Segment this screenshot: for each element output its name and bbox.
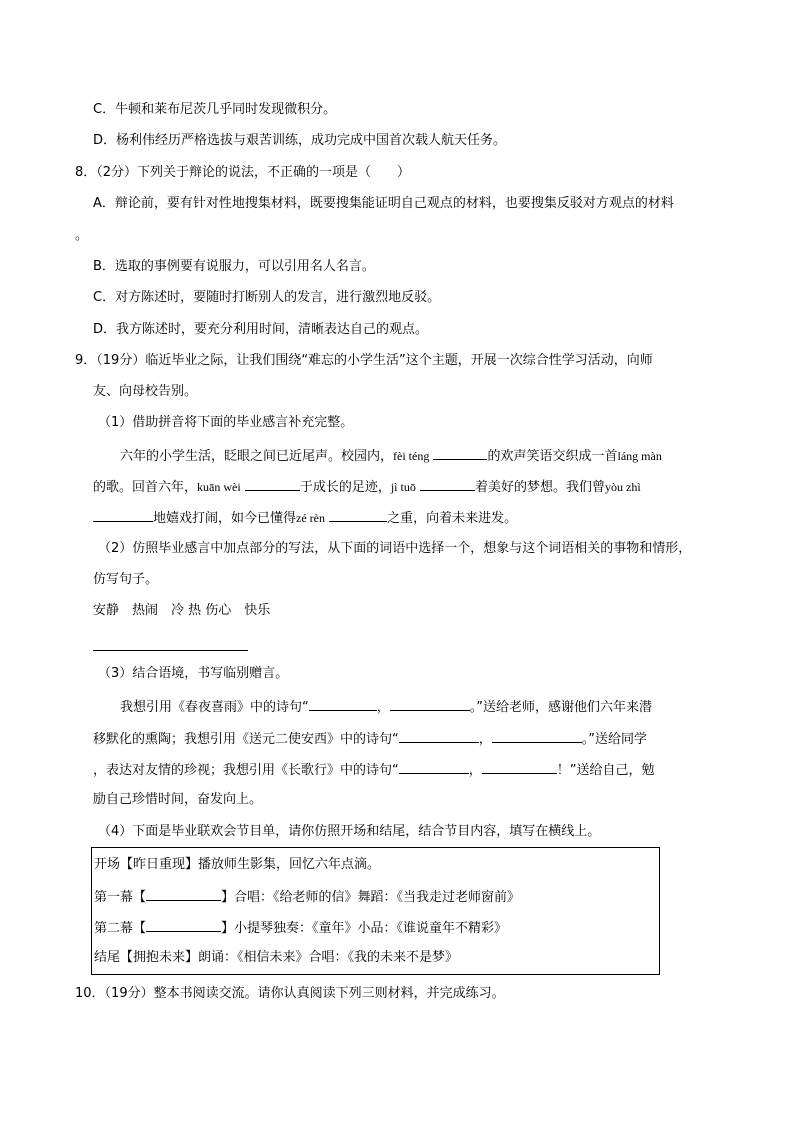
text: 。”送给老师，感谢他们六年来潜	[469, 700, 653, 715]
text: ，	[468, 763, 482, 778]
q7-option-c: C．牛顿和莱布尼茨几乎同时发现微积分。	[93, 102, 337, 117]
q9-part2-words: 安静 热闹 冷 热 伤心 快乐	[93, 603, 271, 618]
q8-option-a: A．辩论前，要有针对性地搜集材料，既要搜集能证明自己观点的材料，也要搜集反驳对方观点的材料	[93, 196, 674, 211]
text: ，表达对友情的珍视；我想引用《长歌行》中的诗句“	[93, 763, 399, 778]
text: ，	[478, 732, 492, 747]
text: 着美好的梦想。我们曾	[474, 480, 605, 495]
pinyin-youzhi: yòu zhì	[605, 480, 641, 494]
text: 第一幕【	[94, 890, 147, 905]
program-opening: 开场【昨日重现】播放师生影集，回忆六年点滴。	[94, 857, 381, 872]
text: 】合唱：《给老师的信》舞蹈：《当我走过老师窗前》	[221, 890, 521, 905]
answer-blank[interactable]	[146, 887, 221, 901]
answer-blank[interactable]	[329, 508, 387, 522]
q9-part3-line1	[120, 697, 652, 717]
text: ！”送给自己，勉	[556, 763, 655, 778]
q8-option-c: C．对方陈述时，要随时打断别人的发言，进行激烈地反驳。	[93, 290, 441, 305]
pinyin-zeren: zé rèn	[296, 511, 325, 525]
q9-part1-line1	[120, 446, 662, 466]
answer-blank[interactable]	[309, 697, 377, 711]
q8-option-b: B．选取的事例要有说服力，可以引用名人名言。	[93, 259, 375, 274]
q9-part2-title: （2）仿照毕业感言中加点部分的写法，从下面的词语中选择一个，想象与这个词语相关的事物和情形，	[98, 541, 692, 556]
program-act2	[94, 918, 507, 938]
q9-part1-line2	[93, 477, 641, 497]
q9-part1-title: （1）借助拼音将下面的毕业感言补充完整。	[98, 415, 354, 430]
q9-stem-cont: 友、向母校告别。	[93, 384, 198, 399]
pinyin-kuanwei: kuān wèi	[197, 480, 241, 494]
answer-blank[interactable]	[245, 477, 300, 491]
answer-blank[interactable]	[390, 697, 470, 711]
answer-blank[interactable]	[399, 729, 479, 743]
text: 的歌。回首六年，	[93, 480, 198, 495]
text: 于成长的足迹，	[299, 480, 391, 495]
pinyin-feiteng: fèi téng	[393, 449, 430, 463]
pinyin-langman: láng màn	[617, 449, 662, 463]
q7-option-d: D．杨利伟经历严格选拔与艰苦训练，成功完成中国首次载人航天任务。	[93, 133, 507, 148]
program-act1	[94, 887, 520, 907]
text: 六年的小学生活，眨眼之间已近尾声。校园内，	[120, 449, 394, 464]
text: 。”送给同学	[581, 732, 648, 747]
answer-blank[interactable]	[482, 760, 557, 774]
q9-part1-line3	[93, 508, 517, 528]
q9-part2-title-cont: 仿写句子。	[93, 572, 159, 587]
pinyin-jituo: jì tuō	[390, 480, 416, 494]
q9-part3-line4: 励自己珍惜时间，奋发向上。	[93, 792, 263, 807]
answer-blank[interactable]	[399, 760, 469, 774]
answer-blank[interactable]	[146, 918, 221, 932]
text: 移默化的熏陶；我想引用《送元二使安西》中的诗句“	[93, 732, 399, 747]
answer-blank[interactable]	[492, 729, 582, 743]
text: 第二幕【	[94, 921, 147, 936]
answer-blank[interactable]	[433, 446, 487, 460]
q10-stem: 10．（19分）整本书阅读交流。请你认真阅读下列三则材料，并完成练习。	[75, 986, 505, 1001]
text: 的欢声笑语交织成一首	[487, 449, 618, 464]
text: 地嬉戏打闹，如今已懂得	[153, 511, 297, 526]
answer-blank[interactable]	[93, 508, 153, 522]
text: 】小提琴独奏：《童年》小品：《谁说童年不精彩》	[221, 921, 508, 936]
q9-stem: 9．（19分）临近毕业之际，让我们围绕“难忘的小学生活”这个主题，开展一次综合性学习活动，向师	[75, 353, 653, 368]
q9-part3-line2	[93, 729, 647, 749]
text: 我想引用《春夜喜雨》中的诗句“	[120, 700, 309, 715]
q8-option-d: D．我方陈述时，要充分利用时间，清晰表达自己的观点。	[93, 322, 429, 337]
q8-stem: 8．（2分）下列关于辩论的说法，不正确的一项是（ ）	[75, 165, 411, 180]
q8-option-a-end: 。	[75, 228, 89, 243]
q9-part3-title: （3）结合语境，书写临别赠言。	[98, 666, 289, 681]
text: ，	[376, 700, 390, 715]
q9-part3-line3	[93, 760, 655, 780]
answer-line[interactable]	[93, 650, 248, 651]
answer-blank[interactable]	[420, 477, 475, 491]
text: 之重，向着未来进发。	[387, 511, 518, 526]
q9-part4-title: （4）下面是毕业联欢会节目单，请你仿照开场和结尾，结合节目内容，填写在横线上。	[98, 824, 601, 839]
program-ending: 结尾【拥抱未来】朗诵：《相信未来》合唱：《我的未来不是梦》	[94, 950, 459, 965]
